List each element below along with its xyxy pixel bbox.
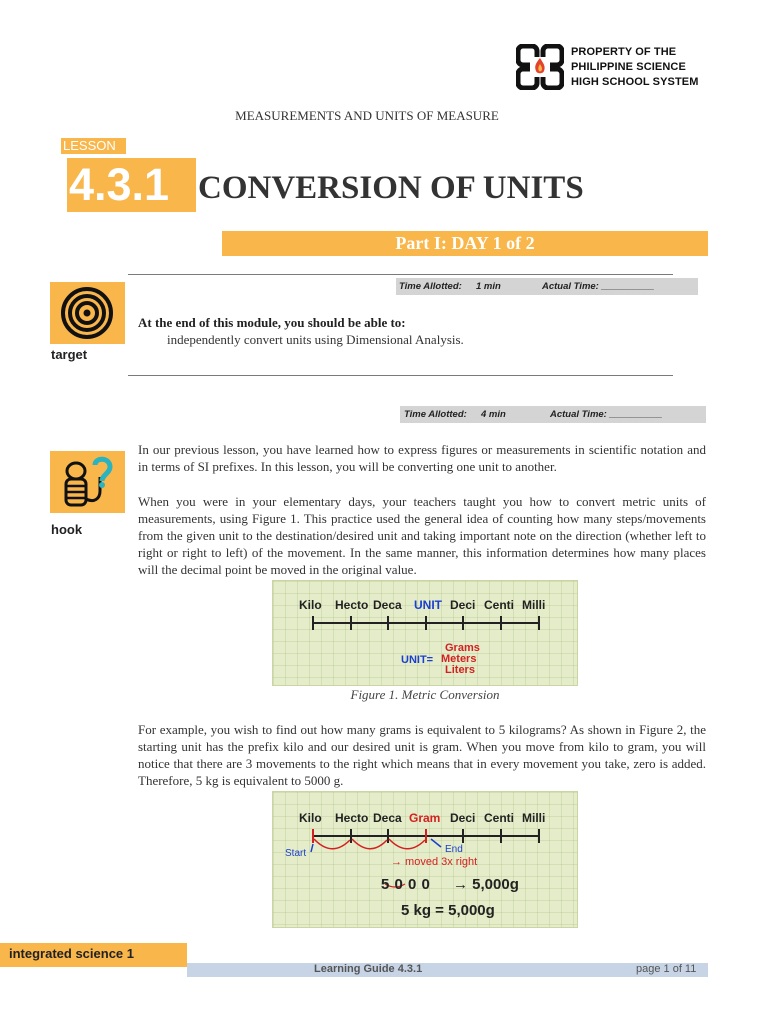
divider	[128, 375, 673, 376]
hook-paragraph-2: When you were in your elementary days, your teachers taught you how to convert metric units of measurements, using Figure 1. This practice used the general idea of counting how many steps/movements from the given unit to the destination/desired unit and taking important note on the direction (whether left to right or right to left) of the movement. In the same manner, this information determines how many places will the decimal point be moved in the original value.	[138, 494, 706, 577]
prefix-label: Milli	[522, 811, 546, 825]
end-label: End	[445, 844, 463, 855]
prefix-label: Hecto	[335, 598, 369, 612]
pshs-logo	[516, 44, 708, 90]
prefix-label: Deci	[450, 598, 476, 612]
prefix-label: Hecto	[335, 811, 369, 825]
figure-1-caption: Figure 1. Metric Conversion	[350, 687, 500, 702]
logo-line-3: HIGH SCHOOL SYSTEM	[571, 76, 699, 88]
prefix-label: Deci	[450, 811, 476, 825]
footer-course: integrated science 1	[9, 946, 134, 961]
logo-line-1: PROPERTY OF THE	[571, 46, 677, 58]
prefix-label: Centi	[484, 811, 514, 825]
hook-icon-box	[50, 451, 125, 513]
unit-equals-label: UNIT=	[401, 654, 434, 666]
time-bar-hook	[400, 406, 706, 423]
hook-icon-label: hook	[51, 522, 83, 537]
pshs-logo-icon	[516, 44, 564, 90]
unit-meters: Meters	[441, 653, 477, 665]
lesson-number: 4.3.1	[67, 158, 196, 212]
prefix-label: Centi	[484, 598, 514, 612]
prefix-label-unit: UNIT	[414, 598, 442, 612]
lesson-title: CONVERSION OF UNITS	[198, 170, 584, 206]
equation-line-1-right: → 5,000g	[453, 876, 519, 893]
subject-heading: MEASUREMENTS AND UNITS OF MEASURE	[235, 108, 499, 123]
prefix-label: Deca	[373, 598, 402, 612]
start-label: Start	[285, 848, 307, 859]
part-bar: Part I: DAY 1 of 2	[222, 231, 708, 256]
footer-guide: Learning Guide 4.3.1	[314, 963, 423, 975]
prefix-label: Kilo	[299, 811, 322, 825]
hook-rope-icon	[50, 451, 125, 513]
figure-metric-conversion	[272, 580, 578, 686]
time-allotted-value: 1 min	[476, 281, 501, 292]
time-bar-target	[396, 278, 698, 295]
number-line	[273, 581, 579, 687]
hook-paragraph-1: In our previous lesson, you have learned how to express figures or measurements in scientific notation and in terms of SI prefixes. In this lesson, you will be converting one unit to another.	[138, 442, 706, 474]
logo-line-2: PHILIPPINE SCIENCE	[571, 61, 686, 73]
equation-line-1-left: 5 0 0 0	[381, 876, 431, 893]
unit-liters: Liters	[445, 664, 475, 676]
footer-page-number: page 1 of 11	[636, 963, 697, 975]
hook-paragraph-3: For example, you wish to find out how many grams is equivalent to 5 kilograms? As shown in Figure 2, the starting unit has the prefix kilo and our desired unit is gram. When you move from kilo to gram, you will notice that there are 3 movements to the right which means that in every movement you take, zero is added. Therefore, 5 kg is equivalent to 5000 g.	[138, 722, 706, 788]
prefix-label: Milli	[522, 598, 546, 612]
divider	[128, 274, 673, 275]
actual-time-label: Actual Time: __________	[542, 281, 655, 292]
moved-label: → moved 3x right	[391, 856, 478, 868]
footer-course-bar	[0, 943, 187, 967]
target-icon-label: target	[51, 347, 88, 362]
time-allotted-label: Time Allotted:	[399, 281, 462, 292]
time-allotted-label: Time Allotted:	[404, 409, 467, 420]
lesson-badge: LESSON	[61, 138, 126, 154]
footer-strip	[187, 963, 708, 977]
prefix-label: Kilo	[299, 598, 322, 612]
target-icon-box	[50, 282, 125, 344]
objective-item: independently convert units using Dimensional Analysis.	[167, 332, 464, 347]
time-allotted-value: 4 min	[481, 409, 506, 420]
prefix-label-gram: Gram	[409, 811, 441, 825]
equation-line-2: 5 kg = 5,000g	[401, 902, 495, 919]
figure-kilo-to-gram	[272, 791, 578, 928]
target-icon	[50, 282, 125, 344]
unit-grams: Grams	[445, 642, 480, 654]
objective-heading: At the end of this module, you should be able to:	[138, 315, 406, 330]
prefix-label: Deca	[373, 811, 402, 825]
actual-time-label: Actual Time: __________	[550, 409, 663, 420]
